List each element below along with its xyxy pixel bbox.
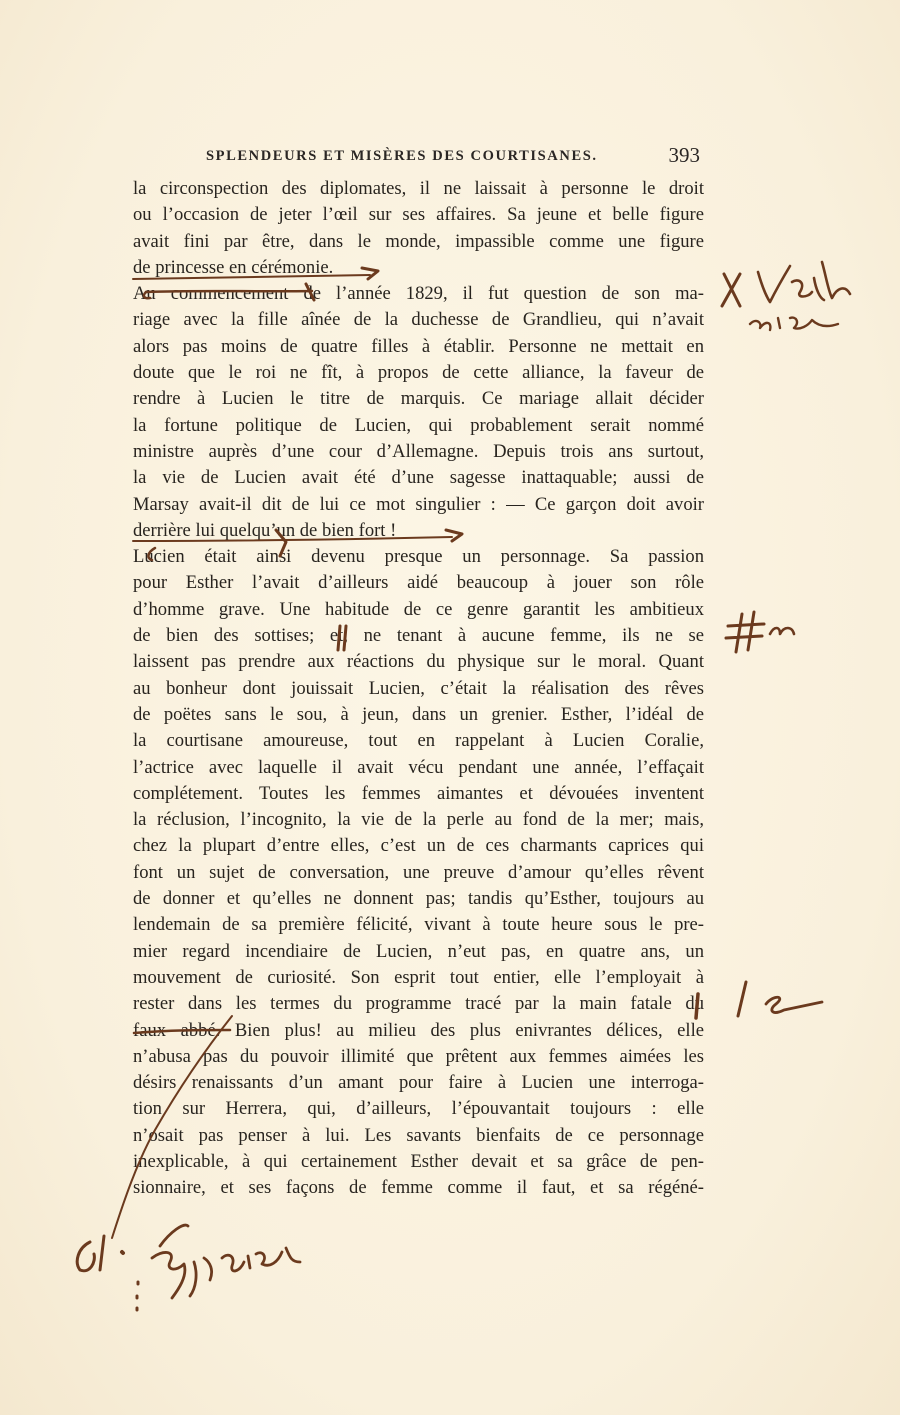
margin-hash xyxy=(726,612,764,652)
text-line: ou l’occasion de jeter l’œil sur ses affaires. Sa jeune et belle figure xyxy=(133,204,704,226)
text-line: inexplicable, à qui certainement Esther devait et sa grâce de pen- xyxy=(133,1150,704,1172)
text-line: la réclusion, l’incognito, la vie de la perle au fond de la mer; mais, xyxy=(133,809,704,831)
text-line: rendre à Lucien le titre de marquis. Ce mariage allait décider xyxy=(133,388,704,410)
text-line: de poëtes sans le sou, à jeun, dans un grenier. Esther, l’idéal de xyxy=(133,703,704,725)
text-line: Lucien était ainsi devenu presque un personnage. Sa passion xyxy=(133,546,704,568)
text-line: de princesse en cérémonie. xyxy=(133,256,334,278)
text-line: l’actrice avec laquelle il avait vécu pendant une année, l’effaçait xyxy=(133,756,704,778)
text-line: la circonspection des diplomates, il ne laissait à personne le droit xyxy=(133,178,704,199)
margin-e-dash xyxy=(766,997,822,1012)
bottom-note-61 xyxy=(77,1236,104,1271)
bottom-note-dots xyxy=(137,1282,138,1310)
margin-slash xyxy=(738,982,746,1016)
text-line: pour Esther l’avait d’ailleurs aidé beaucoup à jouer son rôle xyxy=(133,572,704,594)
margin-note-scrawl-2 xyxy=(750,318,838,330)
bottom-note-dot xyxy=(122,1252,123,1253)
margin-note-scrawl xyxy=(758,262,850,302)
text-line: mier regard incendiaire de Lucien, n’eut pas, en quatre ans, un xyxy=(133,940,704,962)
text-line: rester dans les termes du programme tracé par la main fatale du xyxy=(133,993,704,1015)
body-text xyxy=(133,176,704,1202)
margin-cross-x xyxy=(722,274,740,306)
text-line: derrière lui quelqu’un de bien fort ! xyxy=(133,519,397,541)
page-number: 393 xyxy=(668,143,700,167)
text-line: n’abusa pas du pouvoir illimité que prêtent aux femmes aimées les xyxy=(133,1045,704,1067)
text-line: Au commencement de l’année 1829, il fut question de son ma- xyxy=(133,283,704,305)
text-line: laissent pas prendre aux réactions du physique sur le moral. Quant xyxy=(133,651,704,673)
text-line: la fortune politique de Lucien, qui probablement serait nommé xyxy=(133,414,704,436)
text-line: Marsay avait-il dit de lui ce mot singulier : — Ce garçon doit avoir xyxy=(133,493,704,515)
running-title: SPLENDEURS ET MISÈRES DES COURTISANES. xyxy=(206,148,598,164)
text-line: alors pas moins de quatre filles à établir. Personne ne mettait en xyxy=(133,335,704,357)
text-line: lendemain de sa première félicité, vivant à toute heure sous le pre- xyxy=(133,914,704,936)
text-line: ministre auprès d’une cour d’Allemagne. Depuis trois ans surtout, xyxy=(133,440,704,462)
text-line: faux abbé. Bien plus! au milieu des plus enivrantes délices, elle xyxy=(133,1019,704,1041)
text-line: riage avec la fille aînée de la duchesse de Grandlieu, qui n’avait xyxy=(133,309,704,331)
text-line: n’osait pas penser à lui. Les savants bienfaits de ce personnage xyxy=(133,1124,704,1146)
text-line: désirs renaissants d’un amant pour faire à Lucien une interroga- xyxy=(133,1072,704,1094)
margin-hash-n xyxy=(770,628,794,634)
text-line: de bien des sottises; et, ne tenant à aucune femme, ils ne se xyxy=(133,625,704,647)
text-line: tion sur Herrera, qui, d’ailleurs, l’épouvantait toujours : elle xyxy=(133,1098,704,1120)
running-header xyxy=(206,143,706,167)
text-line: de donner et qu’elles ne donnent pas; tandis qu’Esther, toujours au xyxy=(133,888,704,910)
text-line: d’homme grave. Une habitude de ce genre garantit les ambitieux xyxy=(133,598,704,620)
text-line: doute que le roi ne fît, à propos de cette alliance, la faveur de xyxy=(133,362,704,384)
text-line: font un sujet de conversation, une preuve d’amour qu’elles rêvent xyxy=(133,861,704,883)
bottom-note-word xyxy=(152,1225,300,1298)
text-line: mouvement de curiosité. Son esprit tout entier, elle l’employait à xyxy=(133,966,704,988)
text-line: complétement. Toutes les femmes aimantes et dévouées inventent xyxy=(133,782,704,804)
text-line: chez la plupart d’entre elles, c’est un de ces charmants caprices qui xyxy=(133,835,704,857)
text-line: avait fini par être, dans le monde, impassible comme une figure xyxy=(133,230,704,252)
text-line: sionnaire, et ses façons de femme comme il faut, et sa régéné- xyxy=(133,1177,704,1199)
text-line: la courtisane amoureuse, tout en rappelant à Lucien Coralie, xyxy=(133,730,704,752)
text-line: au bonheur dont jouissait Lucien, c’était la réalisation des rêves xyxy=(133,677,704,699)
text-line: la vie de Lucien avait été d’une sagesse inattaquable; aussi de xyxy=(133,467,704,489)
